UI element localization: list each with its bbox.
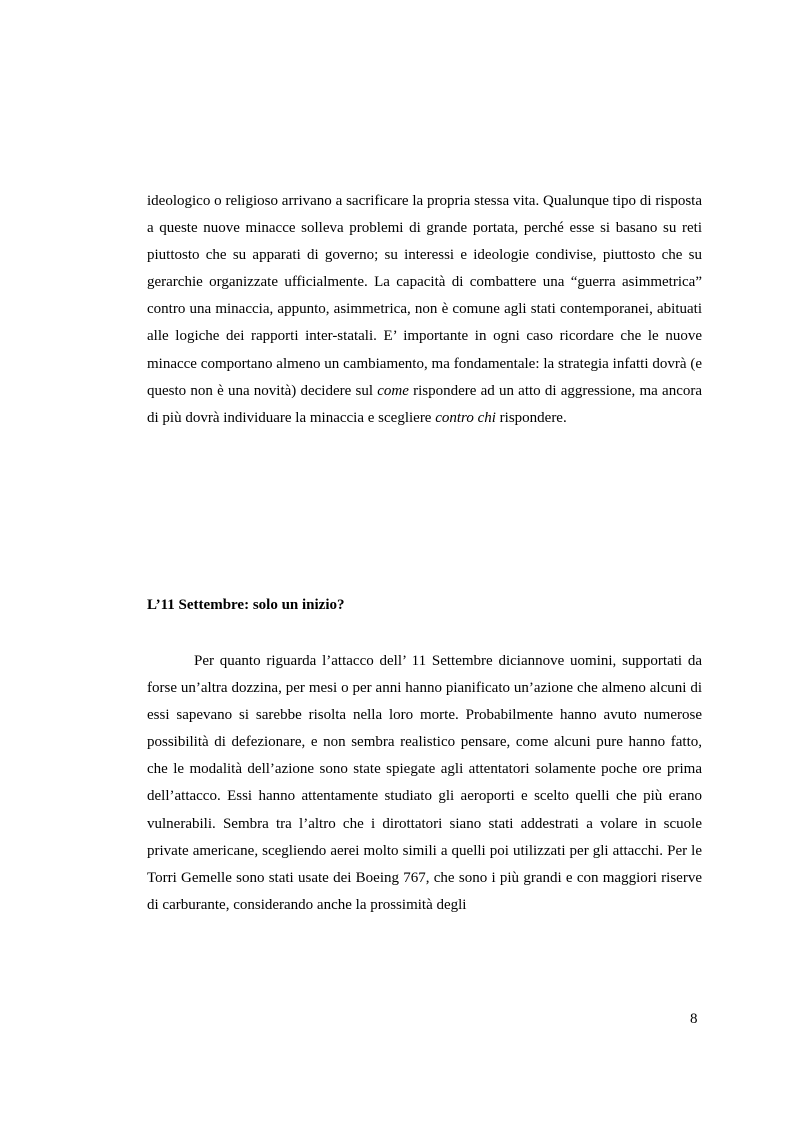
- paragraph-1-text-a: ideologico o religioso arrivano a sacrificare la propria stessa vita. Qualunque tipo di risposta a queste nuove minacce solleva problemi di grande portata, perché esse si basano su reti piuttosto che su apparati di governo; su interessi e ideologie condivise, piuttosto che su gerarchie organizzate ufficialmente. La capacità di combattere una “guerra asimmetrica” contro una minaccia, appunto, asimmetrica, non è comune agli stati contemporanei, abituati alle logiche dei rapporti inter-statali. E’ importante in ogni caso ricordare che le nuove minacce comportano almeno un cambiamento, ma fondamentale: la strategia infatti dovrà (e questo non è una novità) decidere sul: [147, 193, 702, 399]
- section-heading: L’11 Settembre: solo un inizio?: [147, 597, 345, 613]
- paragraph-1-text-b: rispondere ad un atto di aggressione, ma ancora di più dovrà individuare la minaccia e scegliere: [147, 382, 703, 426]
- paragraph-1-italic-come: come: [377, 382, 409, 399]
- paragraph-1-text-c: rispondere.: [495, 409, 567, 426]
- body-paragraph-2: Per quanto riguarda l’attacco dell’ 11 Settembre diciannove uomini, supportati da forse un’altra dozzina, per mesi o per anni hanno pianificato un’azione che almeno alcuni di essi sapevano si sarebbe risolta nella loro morte. Probabilmente hanno avuto numerose possibilità di defezionare, e non sembra realistico pensare, come alcuni pure hanno fatto, che le modalità dell’azione sono state spiegate agli attentatori solamente poche ore prima dell’attacco. Essi hanno attentamente studiato gli aeroporti e scelto quelli che più erano vulnerabili. Sembra tra l’altro che i dirottatori siano stati addestrati a volare in scuole private americane, scegliendo aerei molto simili a quelli poi utilizzati per gli attacchi. Per le Torri Gemelle sono stati usate dei Boeing 767, che sono i più grandi e con maggiori riserve di carburante, considerando anche la prossimità degli: [147, 653, 702, 913]
- body-paragraph-1: [147, 188, 702, 432]
- page-number: 8: [690, 1011, 698, 1027]
- paragraph-1-italic-contro-chi: contro chi: [435, 409, 496, 426]
